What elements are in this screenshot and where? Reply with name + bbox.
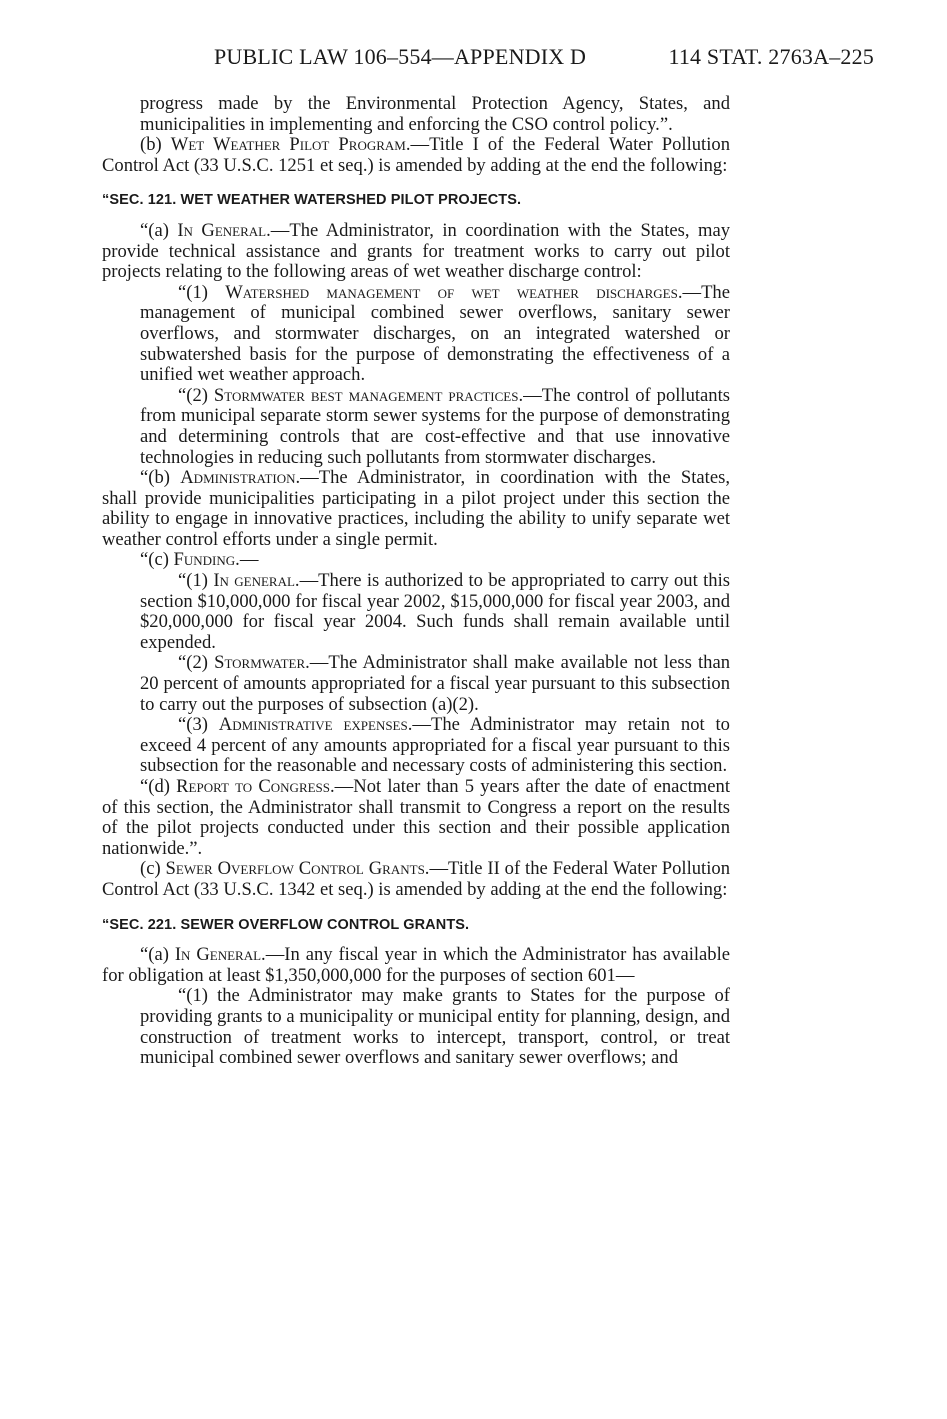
paragraph-121-a-2: “(2) Stormwater best management practices.—The control of pollutants from municipal separate storm sewer systems for the purpose of demonstrating and determining controls that are cost-effective and that use innovative technologies in reducing such pollutants from stormwater discharges.: [140, 384, 730, 468]
paragraph-b-wet-weather-pilot: (b) Wet Weather Pilot Program.—Title I of the Federal Water Pollution Control Act (33 U.S.C. 1251 et seq.) is amended by adding at the end the following:: [102, 134, 730, 176]
paragraph-c-sewer-overflow: (c) Sewer Overflow Control Grants.—Title II of the Federal Water Pollution Control Act (33 U.S.C. 1342 et seq.) is amended by adding at the end the following:: [102, 858, 730, 900]
paragraph-121-c-2: “(2) Stormwater.—The Administrator shall make available not less than 20 percent of amounts appropriated for a fiscal year pursuant to this subsection to carry out the purposes of subsection (a)(2).: [140, 652, 730, 715]
header-title: PUBLIC LAW 106–554—APPENDIX D: [214, 44, 587, 69]
paragraph-121-c-3: “(3) Administrative expenses.—The Administrator may retain not to exceed 4 percent of any amounts appropriated for a fiscal year pursuant to this subsection for the reasonable and necessary costs of administering this section.: [140, 714, 730, 777]
paragraph-121-c-1: “(1) In general.—There is authorized to be appropriated to carry out this section $10,000,000 for fiscal year 2002, $15,000,000 for fiscal year 2003, and $20,000,000 for fiscal year 2004. Such funds shall remain available until expended.: [140, 570, 730, 653]
section-heading-121: “SEC. 121. WET WEATHER WATERSHED PILOT PROJECTS.: [102, 192, 522, 209]
paragraph-121-c: “(c) Funding.—: [140, 549, 259, 571]
paragraph-continuation: progress made by the Environmental Protection Agency, States, and municipalities in implementing and enforcing the CSO control policy.”.: [140, 93, 730, 135]
paragraph-121-d: “(d) Report to Congress.—Not later than 5 years after the date of enactment of this section, the Administrator shall transmit to Congress a report on the results of the pilot projects conducted under this section and their possible application nationwide.”.: [102, 776, 730, 859]
paragraph-121-a: “(a) In General.—The Administrator, in coordination with the States, may provide technical assistance and grants for treatment works to carry out pilot projects relating to the following areas of wet weather discharge control:: [102, 219, 730, 283]
paragraph-221-a-1: “(1) the Administrator may make grants to States for the purpose of providing grants to a municipality or municipal entity for planning, design, and construction of treatment works to intercept, transport, control, or treat municipal combined sewer overflows and sanitary sewer overflows; and: [140, 985, 730, 1069]
running-header: [214, 44, 874, 70]
header-stat-page: 114 STAT. 2763A–225: [668, 44, 874, 69]
body-text: [102, 94, 730, 1069]
paragraph-221-a: “(a) In General.—In any fiscal year in which the Administrator has available for obligation at least $1,350,000,000 for the purposes of section 601—: [102, 944, 731, 986]
paragraph-121-a-1: “(1) Watershed management of wet weather discharges.—The management of municipal combined sewer overflows, sanitary sewer overflows, and stormwater discharges, on an integrated watershed or subwatershed basis for the purpose of demonstrating the effectiveness of a unified wet weather approach.: [140, 281, 730, 386]
paragraph-121-b: “(b) Administration.—The Administrator, in coordination with the States, shall provide municipalities participating in a pilot project under this section the ability to engage in innovative practices, including the ability to unify separate wet weather control efforts under a single permit.: [102, 467, 730, 550]
section-heading-221: “SEC. 221. SEWER OVERFLOW CONTROL GRANTS.: [102, 916, 470, 933]
